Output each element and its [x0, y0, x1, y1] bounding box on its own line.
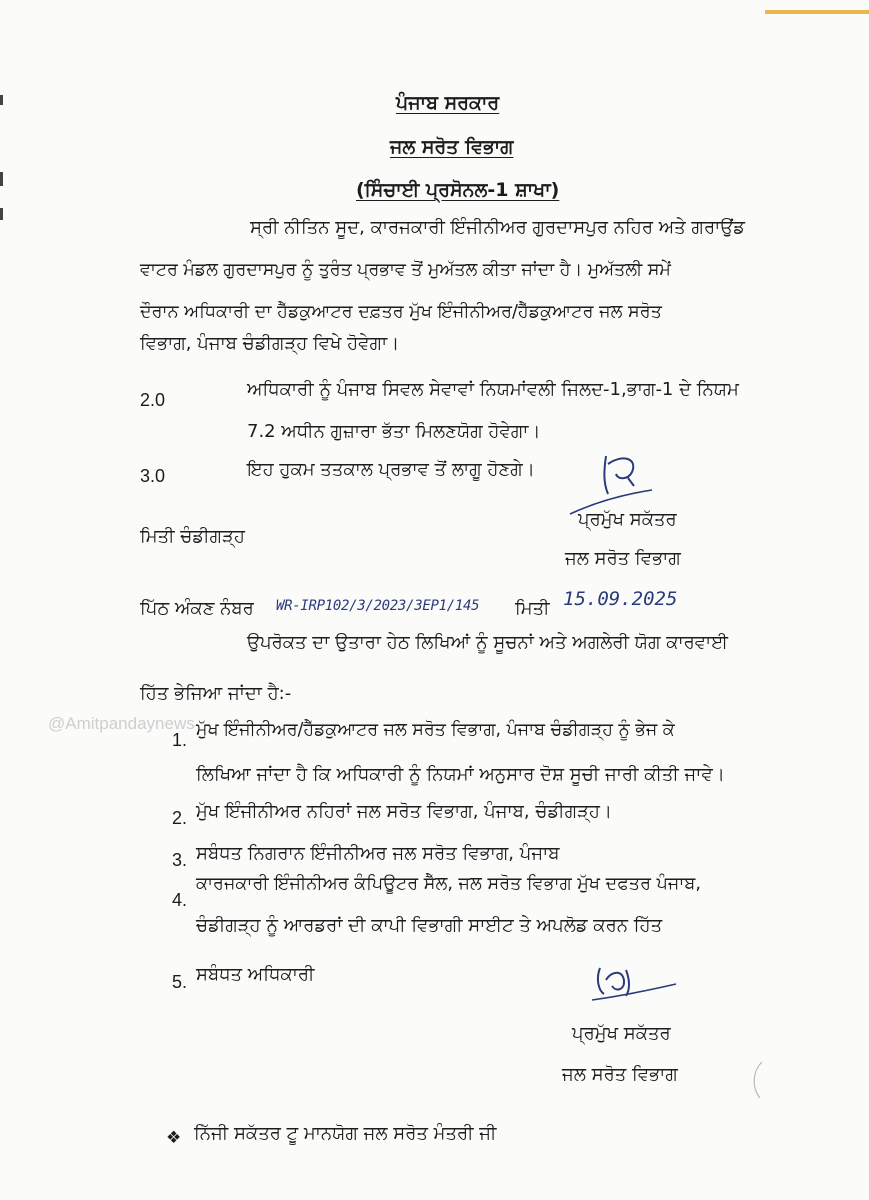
list-item-number: 2.: [172, 808, 188, 828]
left-edge-mark: [0, 95, 3, 105]
endorsement-number: WR-IRP102/3/2023/3EP1/145: [276, 598, 480, 614]
signatory-department: ਜਲ ਸਰੋਤ ਵਿਭਾਗ: [565, 548, 681, 569]
para1-line: ਵਿਭਾਗ, ਪੰਜਾਬ ਚੰਡੀਗੜ੍ਹ ਵਿਖੇ ਹੋਵੇਗਾ।: [140, 333, 400, 354]
para2-line: ਅਧਿਕਾਰੀ ਨੂੰ ਪੰਜਾਬ ਸਿਵਲ ਸੇਵਾਵਾਂ ਨਿਯਮਾਂਵਲੀ ਜਿਲਦ-1,ਭਾਗ-1 ਦੇ ਨਿਯਮ: [247, 379, 739, 400]
list-item-line: ਮੁੱਖ ਇੰਜੀਨੀਅਰ/ਹੈੱਡਕੁਆਟਰ ਜਲ ਸਰੋਤ ਵਿਭਾਗ, ਪੰਜਾਬ ਚੰਡੀਗੜ੍ਹ ਨੂੰ ਭੇਜ ਕੇ: [196, 720, 675, 740]
para1-line: ਵਾਟਰ ਮੰਡਲ ਗੁਰਦਾਸਪੁਰ ਨੂੰ ਤੁਰੰਤ ਪ੍ਰਭਾਵ ਤੋਂ ਮੁਅੱਤਲ ਕੀਤਾ ਜਾਂਦਾ ਹੈ। ਮੁਅੱਤਲੀ ਸਮੇਂ: [140, 260, 671, 280]
signature-scribble: [590, 960, 680, 1010]
government-title: ਪੰਜਾਬ ਸਰਕਾਰ: [396, 92, 500, 114]
branch-title: (ਸਿੰਚਾਈ ਪ੍ਰਸੋਨਲ-1 ਸ਼ਾਖਾ): [356, 179, 560, 201]
para2-line: 7.2 ਅਧੀਨ ਗੁਜ਼ਾਰਾ ਭੱਤਾ ਮਿਲਣਯੋਗ ਹੋਵੇਗਾ।: [247, 421, 541, 442]
left-edge-mark: [0, 172, 3, 186]
list-item-number: 1.: [172, 730, 188, 750]
list-item-number: 5.: [172, 972, 188, 992]
list-item-line: ਲਿਖਿਆ ਜਾਂਦਾ ਹੈ ਕਿ ਅਧਿਕਾਰੀ ਨੂੰ ਨਿਯਮਾਂ ਅਨੁਸਾਰ ਦੋਸ਼ ਸੂਚੀ ਜਾਰੀ ਕੀਤੀ ਜਾਵੇ।: [196, 764, 725, 785]
para3-text: ਇਹ ਹੁਕਮ ਤਤਕਾਲ ਪ੍ਰਭਾਵ ਤੋਂ ਲਾਗੂ ਹੋਣਗੇ।: [247, 459, 535, 480]
left-edge-mark: [0, 208, 3, 220]
watermark-handle: @Amitpandaynews: [48, 714, 195, 733]
list-item-line: ਮੁੱਖ ਇੰਜੀਨੀਅਰ ਨਹਿਰਾਂ ਜਲ ਸਰੋਤ ਵਿਭਾਗ, ਪੰਜਾਬ, ਚੰਡੀਗੜ੍ਹ।: [196, 801, 613, 822]
copy-to-text: ਨਿੱਜੀ ਸਕੱਤਰ ਟੂ ਮਾਨਯੋਗ ਜਲ ਸਰੋਤ ਮੰਤਰੀ ਜੀ: [194, 1123, 497, 1144]
place-date-label: ਮਿਤੀ ਚੰਡੀਗੜ੍ਹ: [140, 526, 245, 547]
para2-number: 2.0: [140, 390, 166, 410]
signatory-designation: ਪ੍ਰਮੁੱਖ ਸਕੱਤਰ: [572, 1023, 671, 1044]
endorsement-label: ਪਿੱਠ ਅੰਕਣ ਨੰਬਰ: [140, 598, 254, 619]
list-item-line: ਸਬੰਧਤ ਅਧਿਕਾਰੀ: [196, 964, 315, 985]
list-item-line: ਸਬੰਧਤ ਨਿਗਰਾਨ ਇੰਜੀਨੀਅਰ ਜਲ ਸਰੋਤ ਵਿਭਾਗ, ਪੰਜਾਬ: [196, 843, 560, 864]
endorsement-date: 15.09.2025: [563, 588, 678, 610]
list-item-line: ਕਾਰਜਕਾਰੀ ਇੰਜੀਨੀਅਰ ਕੰਪਿਊਟਰ ਸੈੱਲ, ਜਲ ਸਰੋਤ ਵਿਭਾਗ ਮੁੱਖ ਦਫਤਰ ਪੰਜਾਬ,: [196, 874, 702, 894]
list-item-number: 3.: [172, 850, 188, 870]
para3-number: 3.0: [140, 466, 166, 486]
top-edge-accent: [765, 10, 869, 14]
page-curl-mark: [748, 1060, 768, 1100]
endorsement-intro-line: ਉਪਰੋਕਤ ਦਾ ਉਤਾਰਾ ਹੇਠ ਲਿਖਿਆਂ ਨੂੰ ਸੂਚਨਾਂ ਅਤੇ ਅਗਲੇਰੀ ਯੋਗ ਕਾਰਵਾਈ: [247, 632, 728, 653]
endorsement-date-label: ਮਿਤੀ: [515, 598, 550, 619]
para1-line: ਦੌਰਾਨ ਅਧਿਕਾਰੀ ਦਾ ਹੈੱਡਕੁਆਟਰ ਦਫ਼ਤਰ ਮੁੱਖ ਇੰਜੀਨੀਅਰ/ਹੈੱਡਕੁਆਟਰ ਜਲ ਸਰੋਤ: [140, 302, 662, 322]
bullet-icon: ❖: [166, 1128, 182, 1148]
list-item-number: 4.: [172, 890, 188, 910]
endorsement-intro-line: ਹਿੱਤ ਭੇਜਿਆ ਜਾਂਦਾ ਹੈ:-: [140, 683, 292, 704]
para1-line: ਸ੍ਰੀ ਨੀਤਿਨ ਸੂਦ, ਕਾਰਜਕਾਰੀ ਇੰਜੀਨੀਅਰ ਗੁਰਦਾਸਪੁਰ ਨਹਿਰ ਅਤੇ ਗਰਾਉਂਡ: [250, 217, 745, 238]
list-item-line: ਚੰਡੀਗੜ੍ਹ ਨੂੰ ਆਰਡਰਾਂ ਦੀ ਕਾਪੀ ਵਿਭਾਗੀ ਸਾਈਟ ਤੇ ਅਪਲੋਡ ਕਰਨ ਹਿੱਤ: [196, 915, 663, 936]
signatory-designation: ਪ੍ਰਮੁੱਖ ਸਕੱਤਰ: [578, 509, 677, 530]
signatory-department: ਜਲ ਸਰੋਤ ਵਿਭਾਗ: [562, 1064, 678, 1085]
department-title: ਜਲ ਸਰੋਤ ਵਿਭਾਗ: [390, 136, 514, 158]
